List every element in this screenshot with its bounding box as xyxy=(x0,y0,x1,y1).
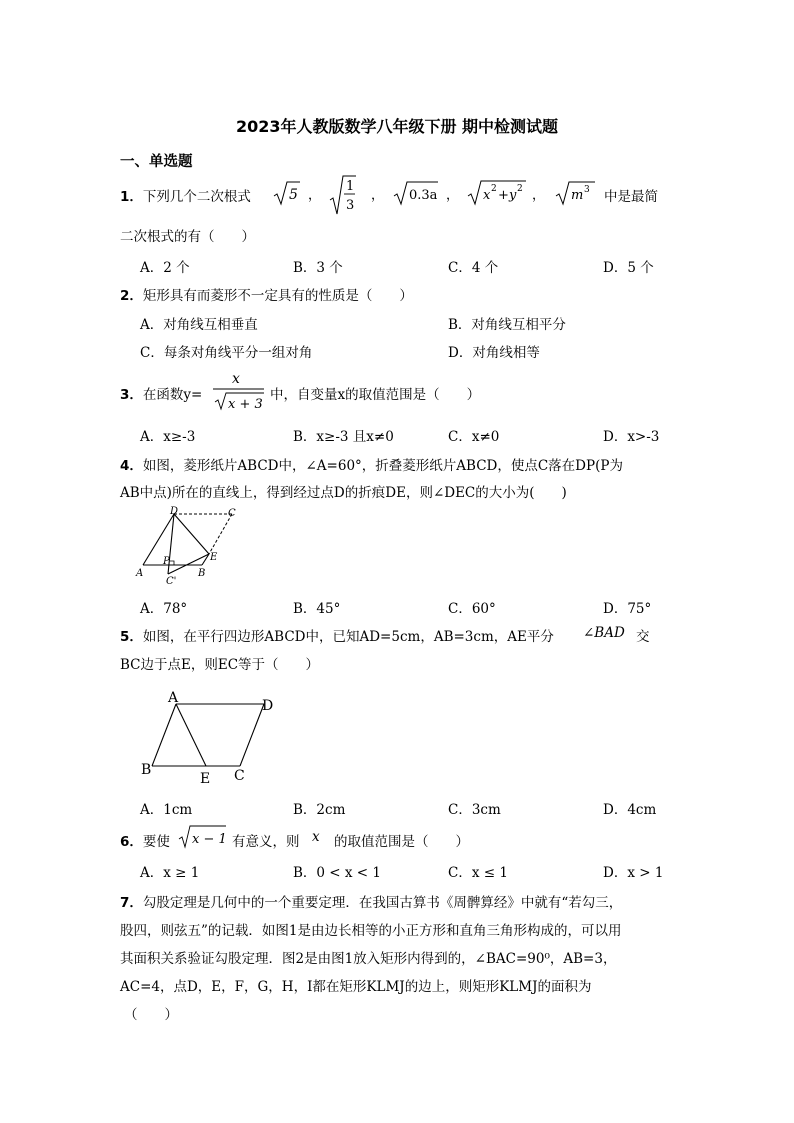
separator: ， xyxy=(532,188,546,203)
section-heading: 一、单选题 xyxy=(120,154,193,170)
denominator: 3 xyxy=(346,198,355,213)
sqrt-x2-plus-y2 xyxy=(468,181,526,204)
question-7-line-3: 其面积关系验证勾股定理．图2是由图1放入矩形内得到的，∠BAC=90⁰，AB=3， xyxy=(120,951,617,967)
question-5-stem-b: 交 xyxy=(636,629,650,645)
q3-option-d[interactable]: D．x>-3 xyxy=(603,429,660,445)
question-number: 7． xyxy=(120,895,143,911)
q1-option-c[interactable]: C．4 个 xyxy=(448,260,499,276)
question-7-line-1 xyxy=(120,891,622,911)
page-title: 2023年人教版数学八年级下册 期中检测试题 xyxy=(235,117,559,136)
q5-option-a[interactable]: A．1cm xyxy=(140,802,193,818)
label-d: D xyxy=(170,506,179,517)
q2-option-a[interactable]: A．对角线互相垂直 xyxy=(140,317,258,333)
question-7-line-4: AC=4，点D，E，F，G，H，I都在矩形KLMJ的边上，则矩形KLMJ的面积为 xyxy=(120,979,592,995)
radicand-x: x xyxy=(483,188,491,203)
question-text: 下列几个二次根式 xyxy=(142,189,251,205)
exponent: 2 xyxy=(491,184,497,194)
question-text: 勾股定理是几何中的一个重要定理．在我国古算书《周髀算经》中就有“若勾三， xyxy=(142,895,623,911)
question-6-stem-b: 有意义，则 xyxy=(232,834,300,850)
numerator: 1 xyxy=(346,179,355,194)
exponent: 3 xyxy=(584,185,590,195)
q6-option-b[interactable]: B．0 < x < 1 xyxy=(293,865,382,881)
sqrt-5 xyxy=(274,182,300,204)
fraction-numerator: x xyxy=(232,371,240,387)
question-number: 2． xyxy=(120,288,143,304)
separator: ， xyxy=(371,188,385,203)
q4-option-d[interactable]: D．75° xyxy=(603,601,652,617)
label-d: D xyxy=(262,698,274,714)
radicand: m xyxy=(571,188,584,203)
variable-x: x xyxy=(312,829,320,845)
question-7-line-5: （ ） xyxy=(124,1007,178,1023)
q3-option-b[interactable]: B．x≥-3 且x≠0 xyxy=(293,429,394,445)
q5-option-b[interactable]: B．2cm xyxy=(293,802,346,818)
question-1-radicals xyxy=(268,172,628,218)
sqrt-m3 xyxy=(556,182,595,204)
question-text: 要使 xyxy=(142,834,170,850)
q3-fraction xyxy=(210,368,266,414)
label-a: A xyxy=(168,690,179,706)
q5-parallelogram-figure xyxy=(136,684,276,788)
radicand: 0.3a xyxy=(409,188,438,203)
question-text: 如图，在平行四边形ABCD中，已知AD=5cm，AB=3cm，AE平分 xyxy=(142,629,554,645)
question-text: 如图，菱形纸片ABCD中，∠A=60°，折叠菱形纸片ABCD，使点C落在DP(P为 xyxy=(142,458,623,474)
radicand-y: y xyxy=(509,188,517,203)
exponent: 2 xyxy=(517,184,523,194)
label-p: P xyxy=(163,556,170,567)
question-4-stem-b: AB中点)所在的直线上，得到经过点D的折痕DE，则∠DEC的大小为( ) xyxy=(120,485,567,501)
radicand: 5 xyxy=(289,187,298,203)
question-number: 1． xyxy=(120,189,143,205)
q2-option-c[interactable]: C．每条对角线平分一组对角 xyxy=(140,345,313,361)
label-e: E xyxy=(200,771,211,787)
separator: ， xyxy=(446,188,460,203)
radicand: x − 1 xyxy=(192,832,227,847)
question-number: 5． xyxy=(120,629,143,645)
q3-option-a[interactable]: A．x≥-3 xyxy=(140,429,196,445)
q4-rhombus-figure xyxy=(132,506,244,586)
label-b: B xyxy=(198,568,206,579)
q5-option-c[interactable]: C．3cm xyxy=(448,802,501,818)
question-6-stem-c: 的取值范围是（ ） xyxy=(334,834,469,850)
question-1-stem-b: 中是最简 xyxy=(604,189,658,205)
question-text: 矩形具有而菱形不一定具有的性质是（ ） xyxy=(142,288,413,304)
q4-option-c[interactable]: C．60° xyxy=(448,601,496,617)
label-a: A xyxy=(136,568,144,579)
label-c: C xyxy=(234,768,245,784)
label-c-prime: C' xyxy=(166,576,177,586)
question-5-stem-c: BC边于点E，则EC等于（ ） xyxy=(120,657,320,673)
label-e: E xyxy=(210,552,218,563)
question-3-stem-b: 中，自变量x的取值范围是（ ） xyxy=(270,387,481,403)
q6-option-a[interactable]: A．x ≥ 1 xyxy=(140,865,200,881)
q4-option-b[interactable]: B．45° xyxy=(293,601,341,617)
sqrt-0-3a xyxy=(394,182,438,204)
question-7-line-2: 股四，则弦五”的记载．如图1是由边长相等的小正方形和直角三角形构成的，可以用 xyxy=(120,923,622,939)
sqrt-one-third xyxy=(330,176,356,214)
question-6-stem-a xyxy=(120,830,170,850)
question-number: 4． xyxy=(120,458,143,474)
q6-sqrt xyxy=(176,822,228,852)
question-2-stem xyxy=(120,284,413,304)
question-4-stem-a xyxy=(120,454,623,474)
svg-text:+: + xyxy=(498,188,509,203)
separator: ， xyxy=(308,188,322,203)
question-1-stem-a xyxy=(120,185,251,205)
q2-option-b[interactable]: B．对角线互相平分 xyxy=(448,317,566,333)
label-c: C xyxy=(228,508,236,519)
q1-option-d[interactable]: D．5 个 xyxy=(603,260,654,276)
label-b: B xyxy=(141,762,152,778)
q5-option-d[interactable]: D．4cm xyxy=(603,802,657,818)
q2-option-d[interactable]: D．对角线相等 xyxy=(448,345,540,361)
q6-option-d[interactable]: D．x > 1 xyxy=(603,865,664,881)
question-5-stem-a xyxy=(120,625,554,645)
q4-option-a[interactable]: A．78° xyxy=(140,601,188,617)
fraction-denominator: x + 3 xyxy=(228,397,263,412)
question-text: 在函数y= xyxy=(142,387,203,403)
q1-option-b[interactable]: B．3 个 xyxy=(293,260,343,276)
question-number: 3． xyxy=(120,387,143,403)
question-1-stem-c: 二次根式的有（ ） xyxy=(120,229,255,245)
q1-option-a[interactable]: A．2 个 xyxy=(140,260,190,276)
q3-option-c[interactable]: C．x≠0 xyxy=(448,429,500,445)
q6-option-c[interactable]: C．x ≤ 1 xyxy=(448,865,508,881)
question-number: 6． xyxy=(120,834,143,850)
question-3-stem-a xyxy=(120,383,202,403)
angle-bad: ∠BAD xyxy=(583,625,625,641)
